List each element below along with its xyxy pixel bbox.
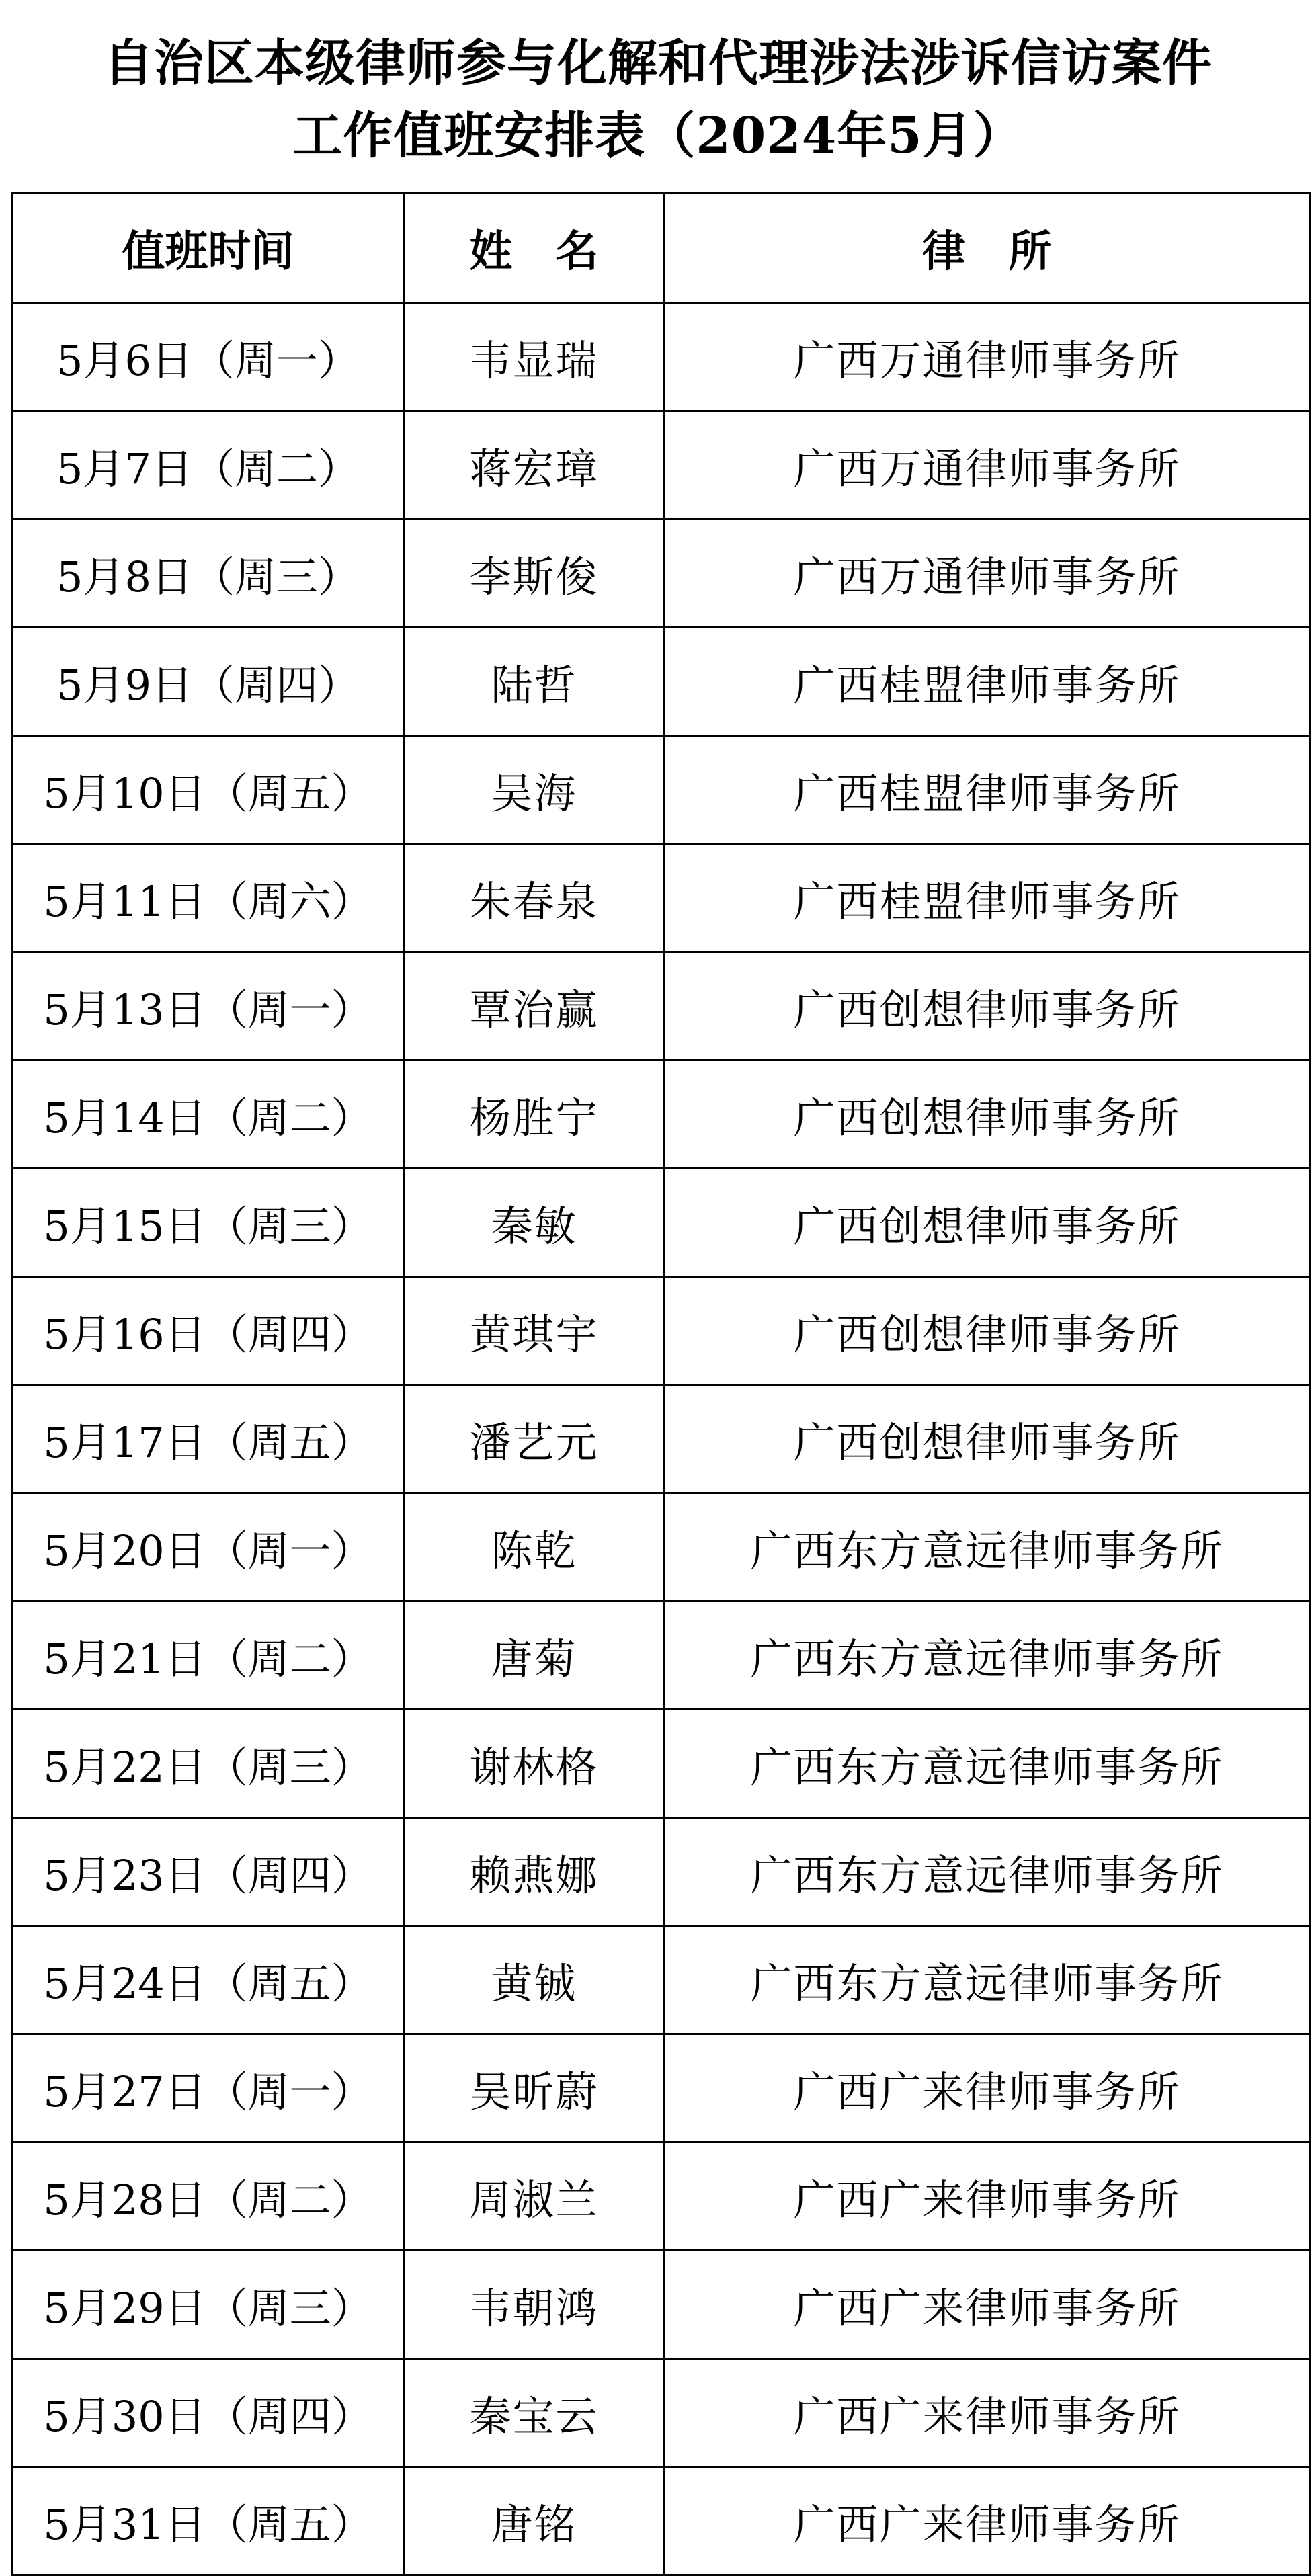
duty-time-cell: 5月20日（周一） (12, 1493, 405, 1602)
law-firm-cell: 广西创想律师事务所 (664, 1385, 1311, 1493)
law-firm-cell: 广西万通律师事务所 (664, 520, 1311, 628)
table-row (12, 411, 1311, 520)
lawyer-name-cell: 朱春泉 (405, 844, 664, 952)
title-line-1: 自治区本级律师参与化解和代理涉法涉诉信访案件 (104, 34, 1212, 92)
table-row (12, 520, 1311, 628)
law-firm-cell: 广西东方意远律师事务所 (664, 1710, 1311, 1818)
header-duty-time: 值班时间 (12, 194, 405, 303)
lawyer-name-cell: 秦宝云 (405, 2359, 664, 2467)
table-header-row (12, 194, 1311, 303)
document-title (0, 27, 1316, 172)
duty-time-cell: 5月10日（周五） (12, 736, 405, 844)
duty-time-cell: 5月28日（周二） (12, 2143, 405, 2251)
law-firm-cell: 广西创想律师事务所 (664, 1277, 1311, 1385)
lawyer-name-cell: 唐铭 (405, 2467, 664, 2575)
lawyer-name-cell: 唐菊 (405, 1602, 664, 1710)
lawyer-name-cell: 蒋宏璋 (405, 411, 664, 520)
lawyer-name-cell: 赖燕娜 (405, 1818, 664, 1926)
title-line-2: 工作值班安排表（2024年5月） (292, 107, 1024, 165)
law-firm-cell: 广西创想律师事务所 (664, 952, 1311, 1061)
table-row (12, 2034, 1311, 2143)
lawyer-name-cell: 谢林格 (405, 1710, 664, 1818)
table-row (12, 2467, 1311, 2575)
duty-time-cell: 5月14日（周二） (12, 1061, 405, 1169)
lawyer-name-cell: 周淑兰 (405, 2143, 664, 2251)
lawyer-name-cell: 覃治赢 (405, 952, 664, 1061)
header-law-firm: 律 所 (664, 194, 1311, 303)
lawyer-name-cell: 吴昕蔚 (405, 2034, 664, 2143)
table-row (12, 1710, 1311, 1818)
duty-time-cell: 5月24日（周五） (12, 1926, 405, 2034)
law-firm-cell: 广西桂盟律师事务所 (664, 844, 1311, 952)
lawyer-name-cell: 韦朝鸿 (405, 2251, 664, 2359)
law-firm-cell: 广西万通律师事务所 (664, 303, 1311, 411)
law-firm-cell: 广西桂盟律师事务所 (664, 736, 1311, 844)
table-row (12, 1818, 1311, 1926)
table-row (12, 1385, 1311, 1493)
lawyer-name-cell: 黄琪宇 (405, 1277, 664, 1385)
lawyer-name-cell: 李斯俊 (405, 520, 664, 628)
header-name: 姓 名 (405, 194, 664, 303)
duty-time-cell: 5月30日（周四） (12, 2359, 405, 2467)
table-row (12, 1277, 1311, 1385)
duty-time-cell: 5月22日（周三） (12, 1710, 405, 1818)
duty-time-cell: 5月11日（周六） (12, 844, 405, 952)
law-firm-cell: 广西东方意远律师事务所 (664, 1926, 1311, 2034)
law-firm-cell: 广西创想律师事务所 (664, 1169, 1311, 1277)
duty-time-cell: 5月15日（周三） (12, 1169, 405, 1277)
duty-time-cell: 5月27日（周一） (12, 2034, 405, 2143)
table-row (12, 844, 1311, 952)
law-firm-cell: 广西万通律师事务所 (664, 411, 1311, 520)
lawyer-name-cell: 陈乾 (405, 1493, 664, 1602)
law-firm-cell: 广西广来律师事务所 (664, 2359, 1311, 2467)
duty-time-cell: 5月9日（周四） (12, 628, 405, 736)
law-firm-cell: 广西东方意远律师事务所 (664, 1602, 1311, 1710)
duty-time-cell: 5月8日（周三） (12, 520, 405, 628)
table-row (12, 1169, 1311, 1277)
table-row (12, 1061, 1311, 1169)
duty-time-cell: 5月17日（周五） (12, 1385, 405, 1493)
lawyer-name-cell: 秦敏 (405, 1169, 664, 1277)
table-row (12, 1493, 1311, 1602)
table-row (12, 1926, 1311, 2034)
law-firm-cell: 广西东方意远律师事务所 (664, 1818, 1311, 1926)
lawyer-name-cell: 杨胜宁 (405, 1061, 664, 1169)
lawyer-name-cell: 陆哲 (405, 628, 664, 736)
duty-time-cell: 5月16日（周四） (12, 1277, 405, 1385)
lawyer-name-cell: 黄铖 (405, 1926, 664, 2034)
lawyer-name-cell: 吴海 (405, 736, 664, 844)
lawyer-name-cell: 韦显瑞 (405, 303, 664, 411)
law-firm-cell: 广西广来律师事务所 (664, 2467, 1311, 2575)
law-firm-cell: 广西创想律师事务所 (664, 1061, 1311, 1169)
duty-time-cell: 5月29日（周三） (12, 2251, 405, 2359)
law-firm-cell: 广西桂盟律师事务所 (664, 628, 1311, 736)
table-row (12, 1602, 1311, 1710)
duty-time-cell: 5月7日（周二） (12, 411, 405, 520)
duty-time-cell: 5月13日（周一） (12, 952, 405, 1061)
table-row (12, 2251, 1311, 2359)
table-row (12, 2359, 1311, 2467)
duty-time-cell: 5月6日（周一） (12, 303, 405, 411)
duty-time-cell: 5月23日（周四） (12, 1818, 405, 1926)
law-firm-cell: 广西广来律师事务所 (664, 2251, 1311, 2359)
table-row (12, 303, 1311, 411)
table-row (12, 628, 1311, 736)
lawyer-name-cell: 潘艺元 (405, 1385, 664, 1493)
duty-time-cell: 5月31日（周五） (12, 2467, 405, 2575)
law-firm-cell: 广西广来律师事务所 (664, 2034, 1311, 2143)
duty-schedule-table (11, 192, 1311, 2576)
law-firm-cell: 广西东方意远律师事务所 (664, 1493, 1311, 1602)
duty-time-cell: 5月21日（周二） (12, 1602, 405, 1710)
table-row (12, 952, 1311, 1061)
table-row (12, 2143, 1311, 2251)
law-firm-cell: 广西广来律师事务所 (664, 2143, 1311, 2251)
table-row (12, 736, 1311, 844)
